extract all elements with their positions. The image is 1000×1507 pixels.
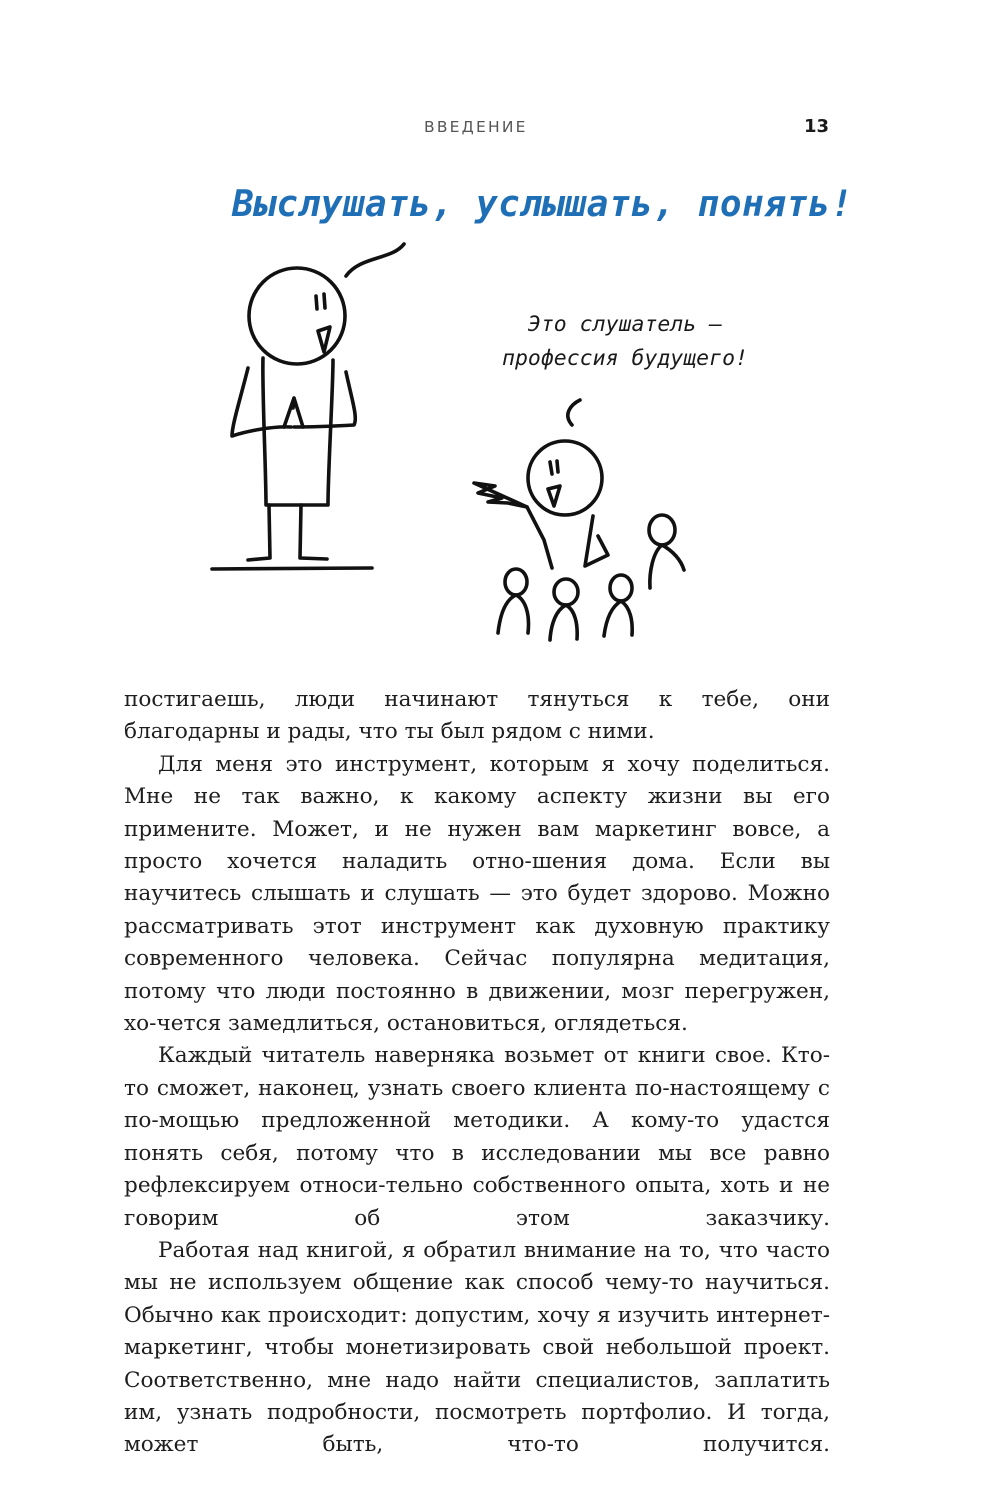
speaker-right-arm (294, 372, 355, 427)
second-caption (470, 308, 780, 376)
audience-person-1 (498, 569, 529, 633)
section-title: ВВЕДЕНИЕ (424, 118, 528, 136)
guide-left-side (527, 507, 552, 568)
stick-figures-drawing (0, 180, 1000, 650)
audience-person-2 (550, 579, 578, 640)
paragraph-3: Каждый читатель наверняка возьмет от книги свое. Кто-то сможет, наконец, узнать своего клиента по-настоящему с по-мощью предложенной методики. А кому-то удастся понять себя, потому что в исследовании мы все равно рефлексируем относи-тельно собственного опыта, хоть и не говорим об этом заказчику. (124, 1043, 830, 1231)
guide-mouth (548, 486, 560, 506)
guide-right-arm (585, 516, 608, 566)
running-header (0, 118, 1000, 142)
speaker-head (249, 268, 345, 364)
page-number: 13 (803, 116, 829, 137)
paragraph-1: постигаешь, люди начинают тянуться к тебе, они благодарны и рады, что ты был рядом с ними. (124, 687, 830, 745)
guide-eyes (550, 461, 558, 474)
speaker-eyes (316, 294, 325, 309)
speaker-figure (212, 268, 372, 569)
speaker-body (263, 358, 333, 505)
second-caption-line-1: Это слушатель — (527, 312, 723, 337)
paragraph-4: Работая над книгой, я обратил внимание на то, что часто мы не используем общение как способ чему-то научиться. Обычно как происходит: допустим, хочу я изучить интернет-маркетинг, чтобы монетизировать свой небольшой проект. Соответственно, мне надо найти специалистов, заплатить им, узнать подробности, посмотреть портфолио. И тогда, может быть, что-то получится. (124, 1237, 830, 1458)
guide-head (528, 441, 602, 515)
guide-pointing-hand (474, 483, 527, 507)
second-caption-line-2: профессия будущего! (502, 346, 748, 371)
floor-line (212, 568, 372, 569)
listener-guide-figure (474, 400, 608, 568)
speaker-legs (248, 505, 327, 560)
speaker-mouth (318, 327, 330, 352)
main-caption: Выслушать, услышать, понять! (232, 184, 853, 225)
speech-tail-main (346, 244, 404, 276)
illustration (0, 180, 1000, 650)
audience-person-4 (649, 515, 684, 588)
speaker-hands (284, 398, 303, 427)
audience-person-3 (604, 575, 632, 636)
speech-tail-second (568, 400, 580, 425)
paragraph-2: Для меня это инструмент, которым я хочу поделиться. Мне не так важно, к какому аспекту жизни вы его примените. Может, и не нужен вам маркетинг вовсе, а просто хочется наладить отно-шения дома. Если вы научитесь слышать и слушать — это будет здорово. Можно рассматривать этот инструмент как духовную практику современного человека. Сейчас популярна медитация, потому что люди постоянно в движении, мозг перегружен, хо-чется замедлиться, остановиться, оглядеться. (124, 751, 830, 1037)
body-text (124, 684, 830, 1462)
